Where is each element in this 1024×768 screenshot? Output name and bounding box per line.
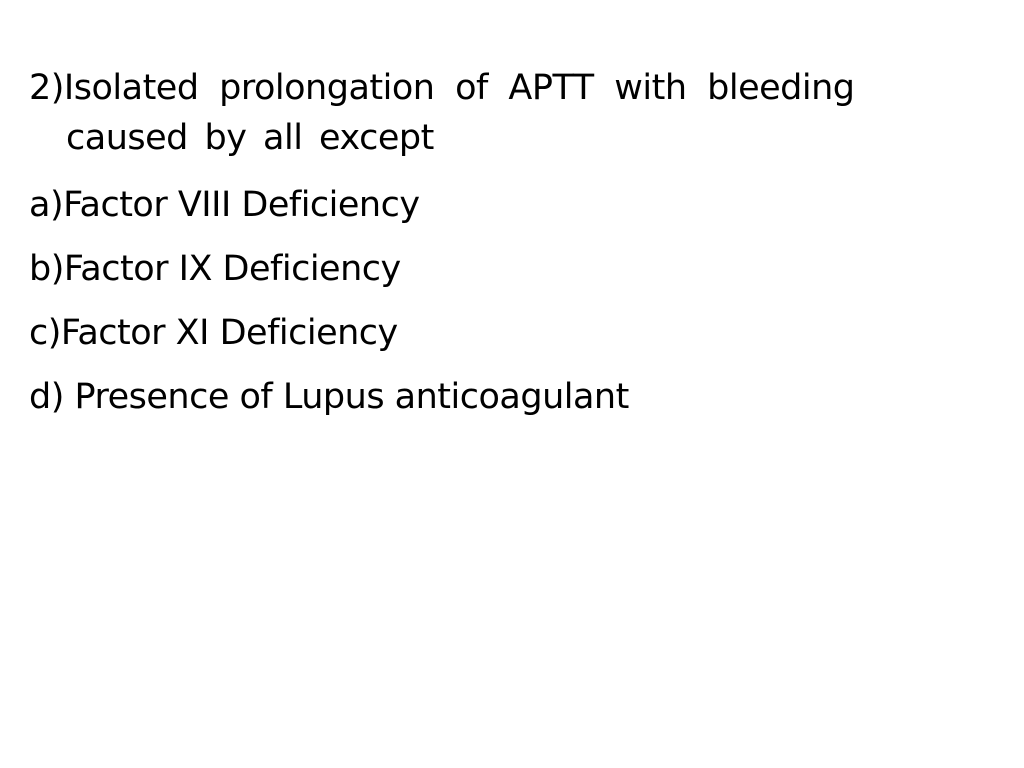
question-line-2: caused by all except [66,118,434,158]
option-d: d) Presence of Lupus anticoagulant [29,377,629,417]
option-c: c)Factor XI Deficiency [29,313,398,353]
options-list [29,180,969,436]
option-b: b)Factor IX Deficiency [29,249,401,289]
option-a: a)Factor VIII Deficiency [29,185,420,225]
question-line-1: 2)Isolated prolongation of APTT with bleeding [29,68,855,108]
question-text [29,63,969,163]
